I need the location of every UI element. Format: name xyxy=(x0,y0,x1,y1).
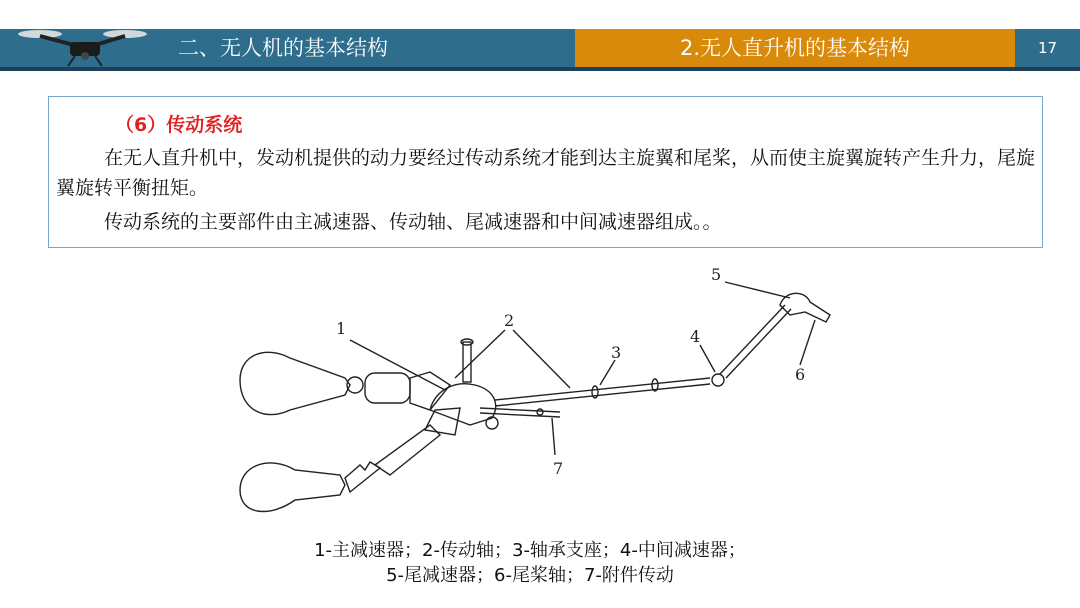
diagram-label-5: 5 xyxy=(711,265,722,284)
diagram-label-6: 6 xyxy=(795,365,806,384)
diagram-label-2: 2 xyxy=(504,311,515,330)
drone-logo-icon xyxy=(10,22,160,72)
content-heading: （6）传动系统 xyxy=(115,114,243,136)
lower-engine xyxy=(240,463,345,512)
diagram-label-7: 7 xyxy=(553,459,564,478)
transmission-diagram xyxy=(230,260,850,530)
paragraph-2: 传动系统的主要部件由主减速器、传动轴、尾减速器和中间减速器组成。。 xyxy=(104,211,722,233)
page-number: 17 xyxy=(1037,39,1058,57)
diagram-label-1: 1 xyxy=(336,319,347,338)
main-gearbox xyxy=(430,384,496,425)
diagram-label-3: 3 xyxy=(611,343,622,362)
paragraph-1: 在无人直升机中，发动机提供的动力要经过传动系统才能到达主旋翼和尾桨，从而使主旋翼旋转产生升力，尾旋翼旋转平衡扭矩。 xyxy=(56,147,1036,199)
section-title: 二、无人机的基本结构 xyxy=(178,36,388,60)
subsection-title: 2.无人直升机的基本结构 xyxy=(575,29,1015,67)
header-underline xyxy=(0,67,1080,71)
caption-line-2: 5-尾减速器；6-尾桨轴；7-附件传动 xyxy=(386,565,674,586)
upper-engine xyxy=(240,352,350,414)
diagram-label-4: 4 xyxy=(690,327,701,346)
caption-line-1: 1-主减速器；2-传动轴；3-轴承支座；4-中间减速器； xyxy=(314,540,746,561)
